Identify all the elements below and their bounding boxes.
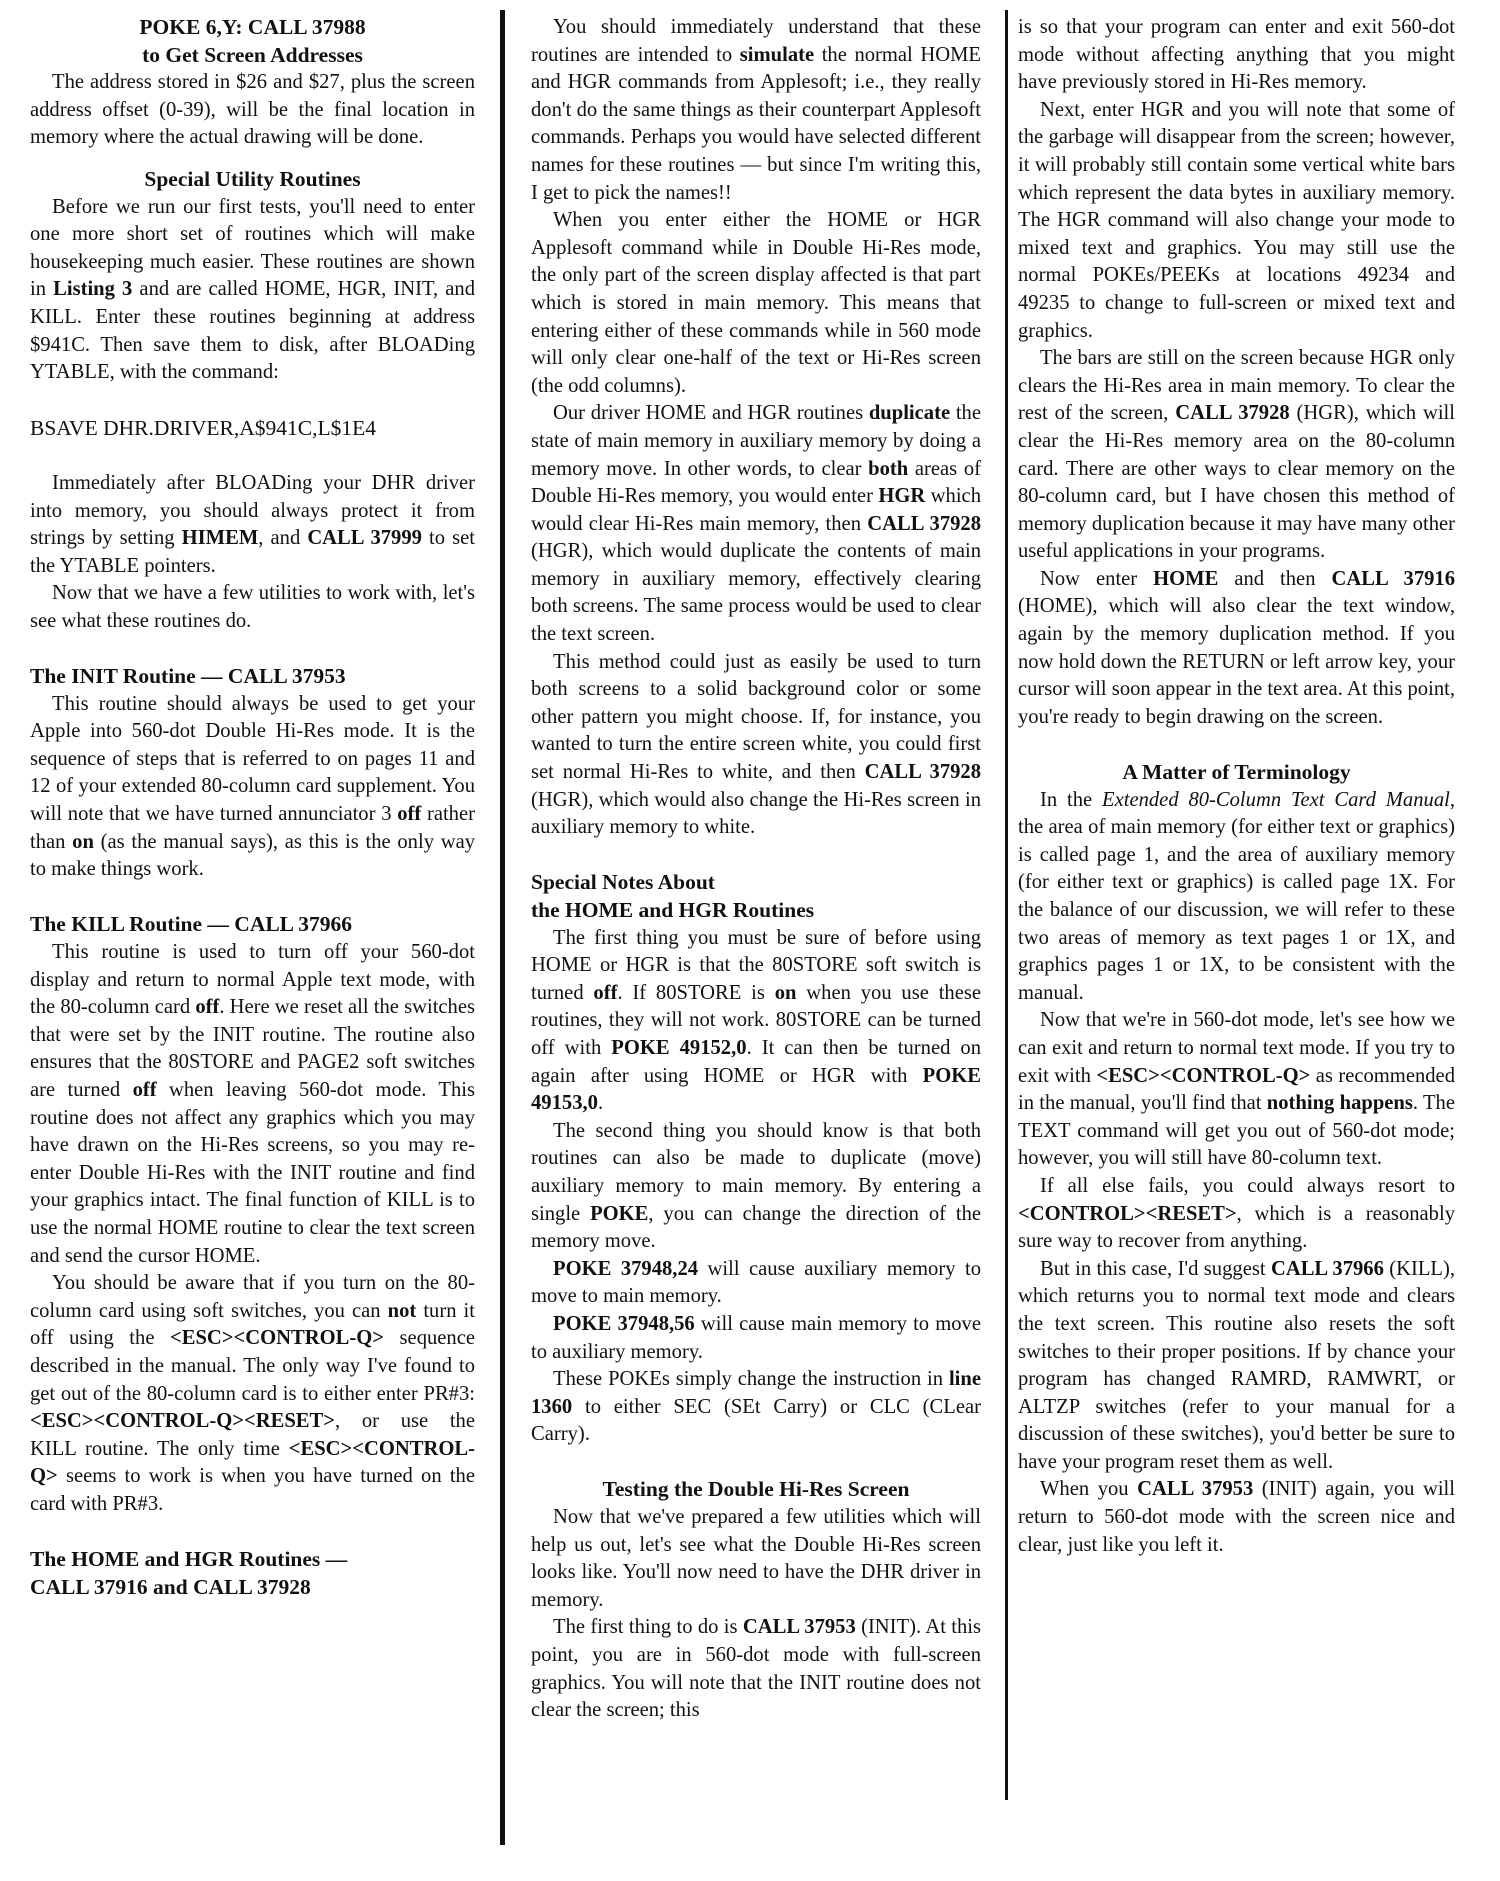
paragraph-next-hgr: Next, enter HGR and you will note that some of the garbage will disappear from the screen; however, it will probably still contain some vertical white bars which represent the data bytes in auxiliary memory. The HGR command will also change your mode to mixed text and graphics. You may still use the normal POKEs/PEEKs at locations 49234 and 49235 to change to full-screen or mixed text and graphics. (1018, 98, 1455, 342)
paragraph-immediately: Immediately after BLOADing your DHR driver into memory, you should always protect it from strings by setting HIMEM, and CALL 37999 to set the YTABLE pointers. (30, 471, 475, 577)
paragraph-continued: is so that your program can enter and exit 560-dot mode without affecting anything that you might have previously stored in Hi-Res memory. (1018, 16, 1455, 94)
paragraph-special-utility: Before we run our first tests, you'll need to enter one more short set of routines which will make housekeeping much easier. These routines are shown in Listing 3 and are called HOME, HGR, INIT, and KILL. Enter these routines beginning at address $941C. Then save them to disk, after BLOADing YTABLE, with the command: (30, 195, 475, 384)
paragraph-poke-24: POKE 37948,24 will cause auxiliary memory to move to main memory. (531, 1257, 981, 1308)
paragraph-these-pokes: These POKEs simply change the instruction in line 1360 to either SEC (SEt Carry) or CLC (CLear Carry). (531, 1368, 981, 1446)
heading-kill-routine: The KILL Routine — CALL 37966 (30, 912, 352, 937)
heading-home-hgr-line2: CALL 37916 and CALL 37928 (30, 1574, 311, 1599)
heading-terminology: A Matter of Terminology (1122, 760, 1351, 785)
paragraph-our-driver: Our driver HOME and HGR routines duplicate the state of main memory in auxiliary memory by doing a memory move. In other words, to clear both areas of Double Hi-Res memory, you would enter HGR which would clear Hi-Res main memory, then CALL 37928 (HGR), which would duplicate the contents of main memory in auxiliary memory, effectively clearing both screens. The same process would be used to clear the text screen. (531, 402, 982, 646)
paragraph-when-you-enter: When you enter either the HOME or HGR Applesoft command while in Double Hi-Res mode, the only part of the screen display affected is that part which is stored in main memory. This means that entering either of these commands while in 560 mode will only clear one-half of the text or Hi-Res screen (the odd columns). (531, 209, 981, 397)
paragraph-kill-routine: This routine is used to turn off your 560-dot display and return to normal Apple text mode, with the 80-column card off. Here we reset all the switches that were set by the INIT routine. The routine also ensures that the 80STORE and PAGE2 soft switches are turned off when leaving 560-dot mode. This routine does not affect any graphics which you may have drawn on the Hi-Res screens, so you may re-enter Double Hi-Res with the INIT routine and find your graphics intact. The final function of KILL is to use the normal HOME routine to clear the text screen and send the cursor HOME. (30, 941, 476, 1267)
heading-special-notes-line2: the HOME and HGR Routines (531, 898, 815, 922)
paragraph-terminology: In the Extended 80-Column Text Card Manual, the area of main memory (for either text or graphics) is called page 1, and the area of auxiliary memory (for either text or graphics) is called page 1X. For the balance of our discussion, we will refer to these two areas of memory as text pages 1 or 1X, and graphics pages 1 or 1X, to be consistent with the manual. (1018, 788, 1455, 1004)
paragraph-first-to-do: The first thing to do is CALL 37953 (INIT). At this point, you are in 560-dot mode with full-screen graphics. You will note that the INIT routine does not clear the screen; this (531, 1616, 981, 1722)
paragraph-be-aware: You should be aware that if you turn on the 80-column card using soft switches, you can not turn it off using the <ESC><CONTROL-Q> sequence described in the manual. The only way I've found to get out of the 80-column card is to either enter PR#3: <ESC><CONTROL-Q><RESET>, or use the KILL routine. The only time <ESC><CONTROL-Q> seems to work is when you have turned on the card with PR#3. (30, 1272, 476, 1515)
heading-home-hgr-line1: The HOME and HGR Routines — (30, 1547, 348, 1572)
heading-poke-line1: POKE 6,Y: CALL 37988 (139, 15, 366, 39)
bsave-command: BSAVE DHR.DRIVER,A$941C,L$1E4 (30, 416, 377, 441)
heading-special-utility: Special Utility Routines (144, 166, 361, 191)
paragraph-now-enter-home: Now enter HOME and then CALL 37916 (HOME), which will also clear the text window, again by the memory duplication method. If you now hold down the RETURN or left arrow key, your cursor will soon appear in the text area. At this point, you're ready to begin drawing on the screen. (1018, 567, 1456, 728)
paragraph-but-in-this-case: But in this case, I'd suggest CALL 37966 (KILL), which returns you to normal text mode and clears the text screen. This routine also resets the soft switches to their proper positions. If by chance your program has changed RAMRD, RAMWRT, or ALTZP switches (refer to your manual for a discussion of these switches), you'd better be sure to have your program reset them as well. (1018, 1257, 1456, 1473)
paragraph-poke: The address stored in $26 and $27, plus the screen address offset (0-39), will be the final location in memory where the actual drawing will be done. (30, 71, 475, 149)
column-1 (30, 14, 475, 1601)
paragraph-init-routine: This routine should always be used to get your Apple into 560-dot Double Hi-Res mode. It is the sequence of steps that is referred to on pages 11 and 12 of your extended 80-column card supplement. You will note that we have turned annunciator 3 off rather than on (as the manual says), as this is the only way to make things work. (30, 692, 476, 881)
paragraph-all-else-fails: If all else fails, you could always resort to <CONTROL><RESET>, which is a reasonably sure way to recover from anything. (1018, 1174, 1455, 1253)
column-2 (531, 14, 981, 1725)
paragraph-when-call-init: When you CALL 37953 (INIT) again, you will return to 560-dot mode with the screen nice and clear, just like you left it. (1018, 1478, 1455, 1556)
heading-poke-call (30, 14, 475, 69)
column-rule-right (1005, 10, 1008, 1800)
paragraph-560-exit: Now that we're in 560-dot mode, let's see how we can exit and return to normal text mode. If you try to exit with <ESC><CONTROL-Q> as recommended in the manual, you'll find that nothing happens. The TEXT command will get you out of 560-dot mode; however, you will still have 80-column text. (1018, 1009, 1455, 1170)
paragraph-simulate: You should immediately understand that these routines are intended to simulate the normal HOME and HGR commands from Applesoft; i.e., they really don't do the same things as their counterpart Applesoft commands. Perhaps you would have selected different names for these routines — but since I'm writing this, I get to pick the names!! (531, 16, 981, 204)
paragraph-first-thing: The first thing you must be sure of before using HOME or HGR is that the 80STORE soft switch is turned off. If 80STORE is on when you use these routines, they will not work. 80STORE can be turned off with POKE 49152,0. It can then be turned on again after using HOME or HGR with POKE 49153,0. (531, 926, 982, 1115)
heading-testing: Testing the Double Hi-Res Screen (602, 1477, 910, 1502)
heading-poke-line2: to Get Screen Addresses (142, 42, 363, 67)
heading-special-notes-line1: Special Notes About (531, 870, 715, 895)
paragraph-testing: Now that we've prepared a few utilities which will help us out, let's see what the Double Hi-Res screen looks like. You'll now need to have the DHR driver in memory. (531, 1506, 981, 1611)
paragraph-second-thing: The second thing you should know is that both routines can also be made to duplicate (move) auxiliary memory to main memory. By entering a single POKE, you can change the direction of the memory move. (531, 1119, 982, 1253)
column-3 (1018, 14, 1455, 1559)
paragraph-poke-56: POKE 37948,56 will cause main memory to move to auxiliary memory. (531, 1312, 981, 1363)
heading-special-notes (531, 869, 981, 924)
paragraph-bars: The bars are still on the screen because HGR only clears the Hi-Res area in main memory. To clear the rest of the screen, CALL 37928 (HGR), which will clear the Hi-Res memory area on the 80-column card. There are other ways to clear memory on the 80-column card, but I have chosen this method of memory duplication because it may have many other useful applications in your programs. (1018, 347, 1455, 563)
paragraph-now-utilities: Now that we have a few utilities to work with, let's see what these routines do. (30, 582, 475, 632)
column-rule-left (500, 10, 505, 1845)
heading-init-routine: The INIT Routine — CALL 37953 (30, 664, 346, 689)
heading-home-hgr-routines (30, 1546, 475, 1601)
paragraph-this-method: This method could just as easily be used to turn both screens to a solid background color or some other pattern you might choose. If, for instance, you wanted to turn the entire screen white, you could first set normal Hi-Res to white, and then CALL 37928 (HGR), which would also change the Hi-Res screen in auxiliary memory to white. (531, 650, 982, 839)
